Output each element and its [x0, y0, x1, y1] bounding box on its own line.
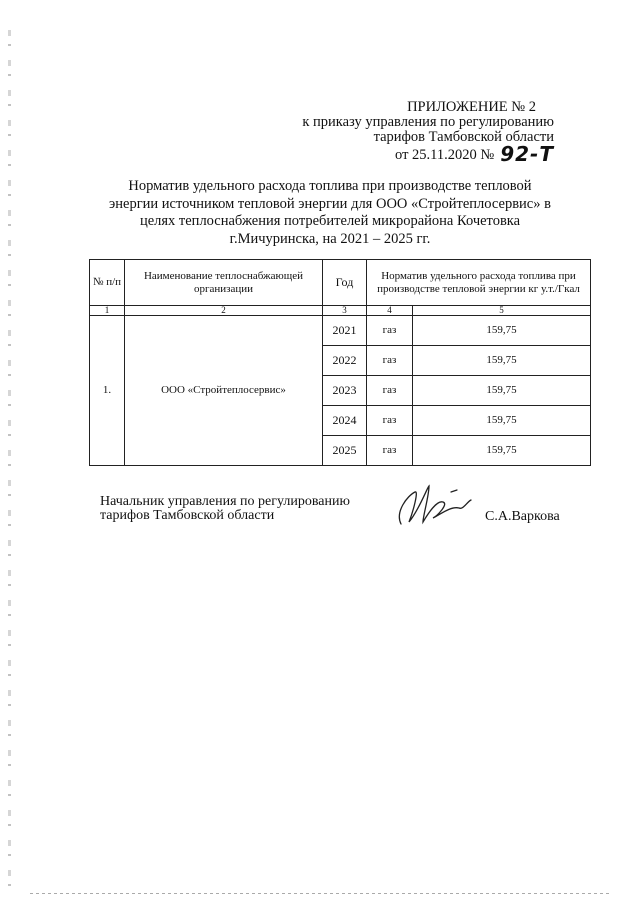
index-cell: 1	[90, 306, 125, 316]
title-line-3: целях теплоснабжения потребителей микрорайона Кочетовка	[139, 213, 521, 229]
year-cell: 2024	[323, 406, 367, 436]
row-number: 1.	[90, 316, 125, 466]
appendix-order-line: к приказу управления по регулированию	[302, 114, 554, 130]
table-row	[90, 316, 591, 346]
signatory-name: С.А.Варкова	[485, 509, 560, 524]
index-cell: 4	[367, 306, 413, 316]
header-org: Наименование теплоснабжающей организации	[125, 260, 323, 306]
fuel-cell: газ	[367, 346, 413, 376]
fuel-cell: газ	[367, 406, 413, 436]
scan-edge-artifact	[8, 30, 11, 890]
scan-bottom-artifact	[30, 893, 610, 894]
header-num: № п/п	[90, 260, 125, 306]
table-header-row	[90, 260, 591, 306]
fuel-cell: газ	[367, 436, 413, 466]
norm-table	[89, 259, 591, 466]
document-title	[90, 178, 570, 248]
signatory-position-line-2: тарифов Тамбовской области	[100, 508, 275, 523]
appendix-title: ПРИЛОЖЕНИЕ № 2	[407, 99, 536, 115]
appendix-date-line	[294, 142, 554, 166]
value-cell: 159,75	[413, 436, 591, 466]
title-line-1: Норматив удельного расхода топлива при производстве тепловой	[128, 178, 532, 194]
table-index-row	[90, 306, 591, 316]
year-cell: 2022	[323, 346, 367, 376]
signatory-position-line-1: Начальник управления по регулированию	[100, 494, 350, 509]
year-cell: 2023	[323, 376, 367, 406]
fuel-cell: газ	[367, 376, 413, 406]
handwritten-signature	[393, 482, 473, 532]
fuel-cell: газ	[367, 316, 413, 346]
year-cell: 2021	[323, 316, 367, 346]
title-line-2: энергии источником тепловой энергии для ООО «Стройтеплосервис» в	[109, 195, 551, 212]
value-cell: 159,75	[413, 346, 591, 376]
header-year: Год	[323, 260, 367, 306]
appendix-header	[294, 99, 554, 166]
index-cell: 2	[125, 306, 323, 316]
value-cell: 159,75	[413, 316, 591, 346]
title-line-4: г.Мичуринска, на 2021 – 2025 гг.	[229, 230, 431, 247]
index-cell: 5	[413, 306, 591, 316]
appendix-authority-line: тарифов Тамбовской области	[373, 129, 554, 145]
appendix-date: от 25.11.2020 №	[395, 147, 495, 163]
year-cell: 2025	[323, 436, 367, 466]
value-cell: 159,75	[413, 406, 591, 436]
org-name: ООО «Стройтеплосервис»	[125, 316, 323, 466]
index-cell: 3	[323, 306, 367, 316]
handwritten-order-number: 92-Т	[500, 142, 554, 166]
value-cell: 159,75	[413, 376, 591, 406]
header-norm: Норматив удельного расхода топлива при производстве тепловой энергии кг у.т./Гкал	[367, 260, 591, 306]
